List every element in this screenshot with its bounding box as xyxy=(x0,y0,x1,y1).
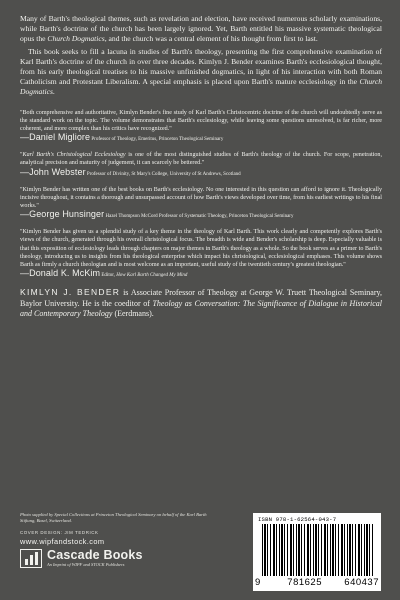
endorsement-attribution xyxy=(20,134,382,143)
author-bio xyxy=(20,287,382,320)
endorsement xyxy=(20,186,382,221)
photo-credit: Photo supplied by Special Collections at Princeton Theological Seminary on behalf of the Karl Barth Stiftung, Basel, Switzerland. xyxy=(20,512,207,523)
cover-design-credit: COVER DESIGN: JIM TEDRICK xyxy=(20,530,99,535)
endorsement-attribution xyxy=(20,270,382,279)
endorser-name: —John Webster xyxy=(20,166,86,177)
book-description xyxy=(20,14,382,98)
endorser-title: Editor, How Karl Barth Changed My Mind xyxy=(101,273,188,279)
endorser-title: Professor of Divinity, St Mary's College, University of St Andrews, Scotland xyxy=(86,171,241,177)
endorser-title: Hazel Thompson McCord Professor of Systematic Theology, Princeton Theological Seminary xyxy=(105,214,294,220)
endorsement xyxy=(20,151,382,177)
endorser-name: —Donald K. McKim xyxy=(20,268,101,279)
publisher-imprint: An Imprint of WIPF and STOCK Publishers xyxy=(47,562,125,567)
back-cover-text xyxy=(20,14,382,320)
endorsement xyxy=(20,109,382,144)
endorsement-quote: "Both comprehensive and authoritative, Kimlyn Bender's fine study of Karl Barth's Christocentric doctrine of the church will undoubtedly serve as the standard work on the topic. The volume demonstrates that Barth's ecclesiology, while leaving some questions unresolved, is far richer, more coherent, and more complex than his critics have recognized." xyxy=(20,109,382,133)
endorser-title: Professor of Theology, Emeritus, Princeton Theological Seminary xyxy=(91,137,224,143)
publisher-logo xyxy=(20,549,143,568)
isbn-barcode xyxy=(253,513,381,591)
cascade-books-logo-icon xyxy=(20,549,42,568)
isbn-number: ISBN 978-1-62564-043-7 xyxy=(258,516,337,523)
endorsement-attribution xyxy=(20,211,382,220)
endorsement-quote: "Kimlyn Bender has given us a splendid study of a key theme in the theology of Karl Barth. This work clearly and competently explores Barth's views of the church, generated through his overall christological focus. The breadth is wide and Bender's scholarship is deep. Especially valuable is that this exposition of ecclesiology leads through chapters on major themes in Barth's theology as a whole. So the book serves as a primer to Barth's theology, introducing us to insights from his theological enterprise which impact his christological, ecclesiological emphases. This volume shows Barth as firmly a church theologian and is most welcome as an important, useful study of the twentieth century's greatest theologian." xyxy=(20,229,382,269)
barcode-digit-lead: 9 xyxy=(255,577,261,588)
endorsement-quote: "Kimlyn Bender has written one of the best books on Barth's ecclesiology. No one interested in this question can afford to ignore it. Theologically incisive throughout, it contains a thorough and unsurpassed account of how Barth's views developed over time, from his earliest writings to his final works." xyxy=(20,186,382,210)
endorsement xyxy=(20,228,382,279)
barcode-bars xyxy=(262,524,374,576)
barcode-digits-left: 781625 xyxy=(287,577,322,588)
publisher-website: www.wipfandstock.com xyxy=(20,537,105,546)
endorsements xyxy=(20,109,382,280)
publisher-name: Cascade Books xyxy=(47,548,143,562)
barcode-digits xyxy=(255,577,379,588)
endorser-name: —Daniel Migliore xyxy=(20,132,91,143)
description-paragraph: Many of Barth's theological themes, such as revelation and election, have received numerous scholarly examinations, while Barth's doctrine of the church has been largely ignored. Yet, Barth entitled his massive systematic theological opus the Church Dogmatics, and the church was a central element of his thought from first to last. xyxy=(20,14,382,44)
author-bio-text: is Associate Professor of Theology at George W. Truett Theological Seminary, Baylor University. He is the coeditor of Theology as Conversation: The Significance of Dialogue in Historical and Contemporary Theology (Eerdmans). xyxy=(20,288,383,319)
endorsement-attribution xyxy=(20,166,382,178)
author-name: KIMLYN J. BENDER xyxy=(20,287,121,298)
endorsement-quote: "Karl Barth's Christological Ecclesiology is one of the most distinguished studies of Barth's theology of the church. For scope, penetration, analytical precision and maturity of judgement, it can scarcely be bettered." xyxy=(20,152,382,167)
endorser-name: —George Hunsinger xyxy=(20,209,105,220)
barcode-digits-right: 640437 xyxy=(344,577,379,588)
description-paragraph: This book seeks to fill a lacuna in studies of Barth's theology, presenting the first comprehensive examination of Karl Barth's doctrine of the church in over three decades. Kimlyn J. Bender examines Barth's ecclesiological thought, from his early theological treatises to his massive unfinished dogmatics, in light of his interaction with both Roman Catholicism and Protestant Liberalism. A special emphasis is placed upon Barth's mature ecclesiology in the Church Dogmatics. xyxy=(20,46,382,97)
